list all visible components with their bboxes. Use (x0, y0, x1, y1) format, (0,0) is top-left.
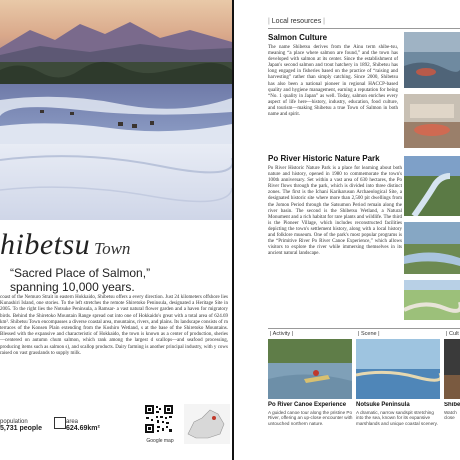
area-icon (54, 417, 66, 429)
salmon-photo-2 (404, 94, 460, 148)
page-divider (232, 0, 234, 460)
salmon-photo-1 (404, 32, 460, 88)
card-tag-activity: | Activity | (270, 331, 294, 337)
card-title-culture: Shibe (444, 402, 460, 408)
qr-label: Google map (146, 438, 174, 444)
po-river-photo-2 (404, 222, 460, 274)
hero-photo (0, 0, 232, 220)
local-resources-heading: | Local resources | (268, 18, 325, 25)
notsuke-photo (356, 339, 440, 399)
town-word: Town (94, 239, 131, 258)
section-body-po-river: Po River Historic Nature Park is a place for learning about both nature and history, opened in 1980 to commemorate the town's 100th anniversary. Set within a vast area of 630 hectares, the Po River flows through the park, which is divided into three distinct zones. The first is the Ichani Karikarusun Archaeological Site, a designated historic site where more than 2,500 pit dwellings from the Jomon Period through the Satsumon Period remain along the river basin. The second is the Shibetsu Wetland, a Natural Monument and a rich habitat for rare plants and wildlife. The third is the Pioneer Village, which includes reconstructed facilities depicting the town's settlement history, along with a local history and folklore museum. One of the park's most popular programs is the “Primitive River Po River Canoe Experience,” which allows visitors to explore the river while immersing themselves in its ancient natural landscape. (268, 166, 402, 257)
area-stat (66, 419, 146, 432)
subtitle (10, 266, 230, 294)
card-tag-scene: | Scene | (358, 331, 380, 337)
header-rule (268, 28, 460, 29)
town-stats (0, 415, 150, 455)
cards-rule (268, 328, 460, 329)
subtitle-line-1: “Sacred Place of Salmon,” (10, 266, 151, 280)
area-label: area (66, 419, 79, 425)
po-river-photo-3 (404, 280, 460, 320)
town-title (0, 228, 232, 264)
card-tag-culture: | Cult (446, 331, 459, 337)
card-tag-scene-label: Scene (360, 331, 377, 337)
card-desc-culture: Watch close (444, 410, 457, 421)
card-tag-culture-label: Cult (448, 331, 459, 337)
card-tag-activity-label: Activity (272, 331, 291, 337)
population-value: 5,731 people (0, 425, 43, 432)
card-title-canoe: Po River Canoe Experience (268, 402, 347, 408)
local-resources-label: Local resources (271, 18, 322, 25)
population-label: population (0, 419, 28, 425)
area-value: 624.69km² (66, 425, 100, 432)
section-title-salmon-culture: Salmon Culture (268, 33, 328, 42)
section-body-salmon-culture: The name Shibetsu derives from the Ainu term shibe-tsu, meaning “a place where salmon are found,” and the town has developed with salmon at its center. Since the establishment of Japan's second salmon and trout hatchery in 1892, Shibetsu has long engaged in fisheries based on the practice of “raising and harvesting” rather than simply catching. Since 2000, Shibetsu has also been a national pioneer in regional HACCP-based quality and hygiene management, earning a reputation for being “No. 1 quality in Japan” as well. Today, salmon enriches every aspect of life here—history, industry, education, food culture, and tourism—making Shibetsu a true Town of Salmon in both name and spirit. (268, 45, 398, 118)
map-thumbnail (184, 404, 230, 444)
intro-text: coast of the Nemuro Strait in eastern Hokkaido, Shibetsu offers a every direction. Just 24 kilometers offshore lies Kunashiri Island, one stories. To the left stretches the remote Shiretoko Peninsula, designated a Heritage Site in 2005. To the right lies the Notsuke Peninsula, a Ramsar- a vast natural flower garden and a haven for migratory birds. Behind the Shiretoko Mountain Range spread out into one of Hokkaido's great with a total area of 624.69 km². Shibetsu Town encompasses a diverse coastal area, mountains, rivers, and plains. Its landscape consists of rn terraces of the Konsen Plain extending from the Koshiro Wetland, s at the base of the Shiretoko Mountains. Blessed with the expansive and characteristic of Hokkaido, the town is known as a center of production, sheries—centered on autumn chum salmon, which rank among the largest d scallops—and seafood processing, producing items such as salmon s), and scallop products. Dairy farming is another principal industry, with y cows raised on vast grasslands to supply milk. (0, 295, 228, 356)
card-desc-canoe: A guided canoe tour along the pristine Po River, offering an up-close encounter with untouched northern nature. (268, 410, 353, 426)
canoe-photo (268, 339, 352, 399)
town-name: hibetsu (0, 228, 91, 261)
qr-code-icon[interactable] (144, 404, 174, 434)
section-title-po-river: Po River Historic Nature Park (268, 154, 380, 163)
card-desc-notsuke: A dramatic, narrow sandspit stretching into the sea, known for its expansive marshlands and unique coastal scenery. (356, 410, 438, 426)
subtitle-line-2: spanning 10,000 years. (10, 280, 135, 294)
card-title-notsuke: Notsuke Peninsula (356, 402, 410, 408)
culture-photo (444, 339, 460, 399)
po-river-photo-1 (404, 156, 460, 216)
